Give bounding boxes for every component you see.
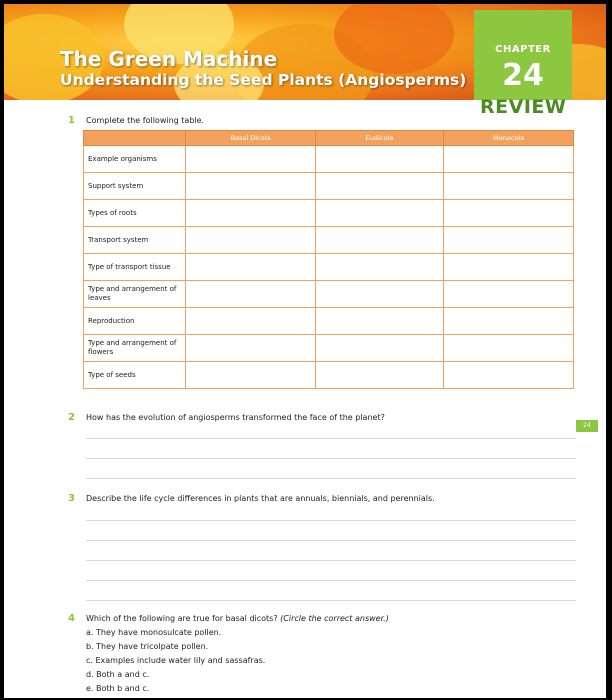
answer-line[interactable]: [86, 478, 576, 479]
answer-cell[interactable]: [315, 254, 444, 281]
page-title: The Green Machine: [60, 47, 278, 71]
answer-cell[interactable]: [315, 227, 444, 254]
chapter-side-tab: 24: [576, 420, 598, 432]
table-row: [84, 335, 574, 362]
worksheet-page: [4, 4, 606, 698]
answer-line[interactable]: [86, 560, 576, 561]
answer-cell[interactable]: [186, 254, 315, 281]
answer-choice-e[interactable]: e. Both b and c.: [86, 684, 150, 693]
table-row: [84, 308, 574, 335]
answer-choice-d[interactable]: d. Both a and c.: [86, 670, 150, 679]
answer-line[interactable]: [86, 458, 576, 459]
q2-text: How has the evolution of angiosperms transformed the face of the planet?: [86, 413, 385, 422]
row-label: Type of seeds: [84, 362, 186, 389]
answer-cell[interactable]: [186, 308, 315, 335]
chapter-number: 24: [502, 58, 544, 93]
q1-number: 1: [68, 115, 75, 126]
row-label: Support system: [84, 173, 186, 200]
answer-cell[interactable]: [444, 200, 574, 227]
table-row: [84, 173, 574, 200]
review-label: REVIEW: [480, 96, 567, 118]
answer-cell[interactable]: [186, 227, 315, 254]
table-row: [84, 362, 574, 389]
answer-line[interactable]: [86, 520, 576, 521]
header-banner: [4, 4, 606, 100]
answer-choice-a[interactable]: a. They have monosulcate pollen.: [86, 628, 222, 637]
answer-cell[interactable]: [315, 308, 444, 335]
answer-cell[interactable]: [444, 308, 574, 335]
row-label: Reproduction: [84, 308, 186, 335]
answer-cell[interactable]: [444, 281, 574, 308]
q4-prompt: [86, 614, 389, 623]
answer-cell[interactable]: [315, 362, 444, 389]
q3-number: 3: [68, 493, 75, 504]
table-row: [84, 227, 574, 254]
answer-cell[interactable]: [444, 362, 574, 389]
answer-cell[interactable]: [315, 335, 444, 362]
column-header: Eudicots: [315, 131, 444, 146]
answer-line[interactable]: [86, 600, 576, 601]
answer-cell[interactable]: [444, 335, 574, 362]
q3-text: Describe the life cycle differences in plants that are annuals, biennials, and perennials.: [86, 494, 435, 503]
row-label: Type and arrangement of flowers: [84, 335, 186, 362]
table-row: [84, 254, 574, 281]
table-corner-cell: [84, 131, 186, 146]
table-row: [84, 281, 574, 308]
column-header: Basal Dicots: [186, 131, 315, 146]
answer-cell[interactable]: [186, 173, 315, 200]
answer-cell[interactable]: [444, 146, 574, 173]
answer-cell[interactable]: [315, 281, 444, 308]
row-label: Example organisms: [84, 146, 186, 173]
row-label: Transport system: [84, 227, 186, 254]
chapter-box: [474, 10, 572, 100]
answer-cell[interactable]: [315, 200, 444, 227]
chapter-label: CHAPTER: [495, 44, 551, 55]
column-header: Monocots: [444, 131, 574, 146]
answer-line[interactable]: [86, 540, 576, 541]
answer-cell[interactable]: [186, 146, 315, 173]
answer-line[interactable]: [86, 580, 576, 581]
table-row: [84, 200, 574, 227]
q2-number: 2: [68, 412, 75, 423]
answer-choice-b[interactable]: b. They have tricolpate pollen.: [86, 642, 209, 651]
page-subtitle: Understanding the Seed Plants (Angiosperms): [60, 71, 467, 89]
answer-cell[interactable]: [315, 173, 444, 200]
row-label: Types of roots: [84, 200, 186, 227]
answer-choice-c[interactable]: c. Examples include water lily and sassafras.: [86, 656, 266, 665]
q4-number: 4: [68, 613, 75, 624]
table-row: [84, 146, 574, 173]
row-label: Type and arrangement of leaves: [84, 281, 186, 308]
answer-cell[interactable]: [186, 335, 315, 362]
answer-cell[interactable]: [444, 173, 574, 200]
answer-line[interactable]: [86, 438, 576, 439]
row-label: Type of transport tissue: [84, 254, 186, 281]
answer-cell[interactable]: [444, 254, 574, 281]
q1-text: Complete the following table.: [86, 116, 205, 125]
answer-cell[interactable]: [186, 281, 315, 308]
answer-cell[interactable]: [186, 200, 315, 227]
answer-cell[interactable]: [444, 227, 574, 254]
comparison-table: [83, 130, 574, 389]
q4-text: Which of the following are true for basal dicots?: [86, 614, 278, 623]
table-header-row: [84, 131, 574, 146]
q4-instruction: (Circle the correct answer.): [280, 614, 389, 623]
answer-cell[interactable]: [186, 362, 315, 389]
answer-cell[interactable]: [315, 146, 444, 173]
